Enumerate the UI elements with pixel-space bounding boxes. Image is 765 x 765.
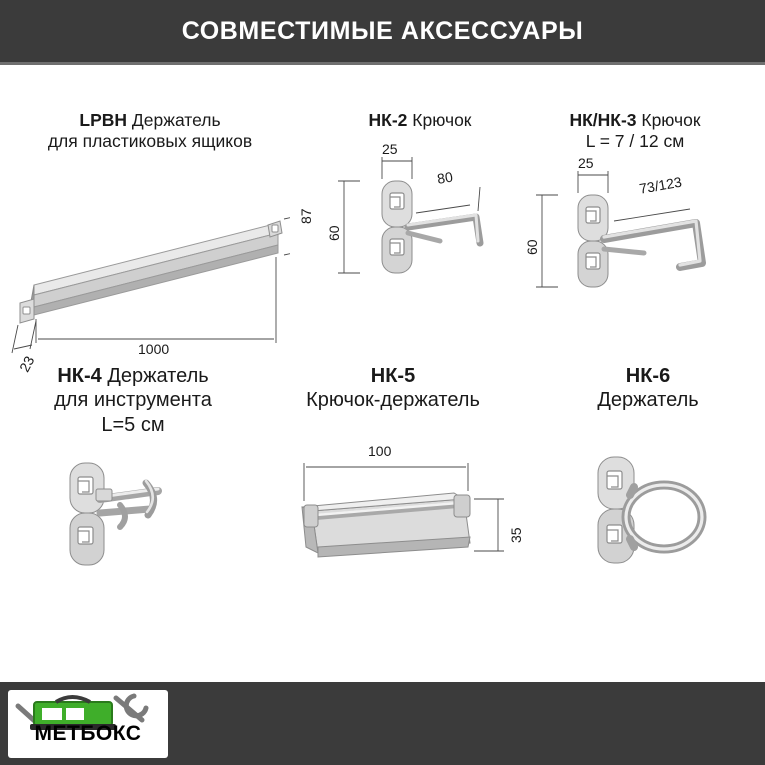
product-grid bbox=[0, 72, 765, 682]
product-code-hk3: НК/НК-3 bbox=[569, 110, 637, 130]
dimension-hk2-height: 60 bbox=[326, 225, 342, 242]
hk5-drawing bbox=[268, 447, 518, 617]
product-image-hk4 bbox=[8, 453, 258, 623]
product-name-hk5-line1: Крючок-держатель bbox=[306, 389, 480, 412]
product-caption-hk5 bbox=[268, 364, 518, 413]
product-code-hk2: НК-2 bbox=[368, 110, 408, 130]
product-cell-hk2 bbox=[320, 110, 520, 353]
dimension-hk5-height: 35 bbox=[508, 527, 524, 543]
product-cell-hk3 bbox=[520, 110, 750, 367]
header-divider bbox=[0, 62, 765, 65]
product-name-hk4-line1: Держатель bbox=[107, 365, 209, 387]
dimension-lpbh-height: 87 bbox=[298, 208, 314, 224]
product-image-hk6 bbox=[538, 447, 758, 617]
hk2-drawing bbox=[320, 153, 520, 353]
dimension-hk2-width: 25 bbox=[382, 141, 398, 158]
product-caption-hk2 bbox=[320, 110, 520, 131]
dimension-hk5-width: 100 bbox=[368, 442, 392, 459]
product-cell-hk4 bbox=[8, 364, 258, 623]
product-cell-hk6 bbox=[538, 364, 758, 617]
product-caption-hk6 bbox=[538, 364, 758, 413]
product-name-hk6-line1: Держатель bbox=[597, 389, 699, 412]
product-caption-hk3 bbox=[520, 110, 750, 153]
product-image-lpbh bbox=[10, 167, 314, 375]
product-image-hk5 bbox=[268, 442, 524, 617]
product-name-hk3-line1: Крючок bbox=[641, 110, 701, 130]
product-name-hk4-line2: для инструмента bbox=[54, 389, 212, 412]
product-code-lpbh: LPBH bbox=[79, 110, 128, 130]
product-name-hk4-line3: L=5 см bbox=[101, 413, 165, 436]
product-image-hk2 bbox=[320, 141, 520, 353]
product-name-hk2-line1: Крючок bbox=[412, 110, 472, 130]
product-cell-hk5 bbox=[268, 364, 524, 617]
product-name-lpbh-line1: Держатель bbox=[131, 110, 221, 130]
product-code-hk5: НК-5 bbox=[370, 365, 416, 387]
dimension-hk3-height: 60 bbox=[524, 239, 540, 255]
product-name-hk3-line2: L = 7 / 12 см bbox=[585, 131, 685, 152]
product-image-hk3 bbox=[520, 154, 750, 367]
product-cell-lpbh bbox=[10, 110, 314, 375]
dimension-lpbh-length: 1000 bbox=[138, 340, 170, 357]
logo bbox=[8, 690, 168, 758]
product-code-hk6: НК-6 bbox=[625, 365, 671, 387]
product-caption-lpbh bbox=[10, 110, 290, 153]
product-name-lpbh-line2: для пластиковых ящиков bbox=[47, 131, 253, 152]
page-title: СОВМЕСТИМЫЕ АКСЕССУАРЫ bbox=[181, 16, 584, 45]
product-code-hk4: НК-4 bbox=[57, 365, 102, 387]
hk3-drawing bbox=[520, 167, 750, 367]
dimension-hk3-width: 25 bbox=[578, 154, 594, 171]
product-caption-hk4 bbox=[8, 364, 258, 437]
hk6-drawing bbox=[538, 447, 758, 617]
hk4-drawing bbox=[8, 453, 258, 623]
dimension-hk2-length: 80 bbox=[436, 168, 454, 188]
header-bar bbox=[0, 0, 765, 62]
lpbh-drawing bbox=[10, 167, 290, 367]
dimension-lpbh-depth: 23 bbox=[16, 352, 38, 375]
dimension-hk3-length: 73/123 bbox=[638, 173, 683, 197]
logo-text: МЕТБОКС bbox=[34, 722, 142, 745]
